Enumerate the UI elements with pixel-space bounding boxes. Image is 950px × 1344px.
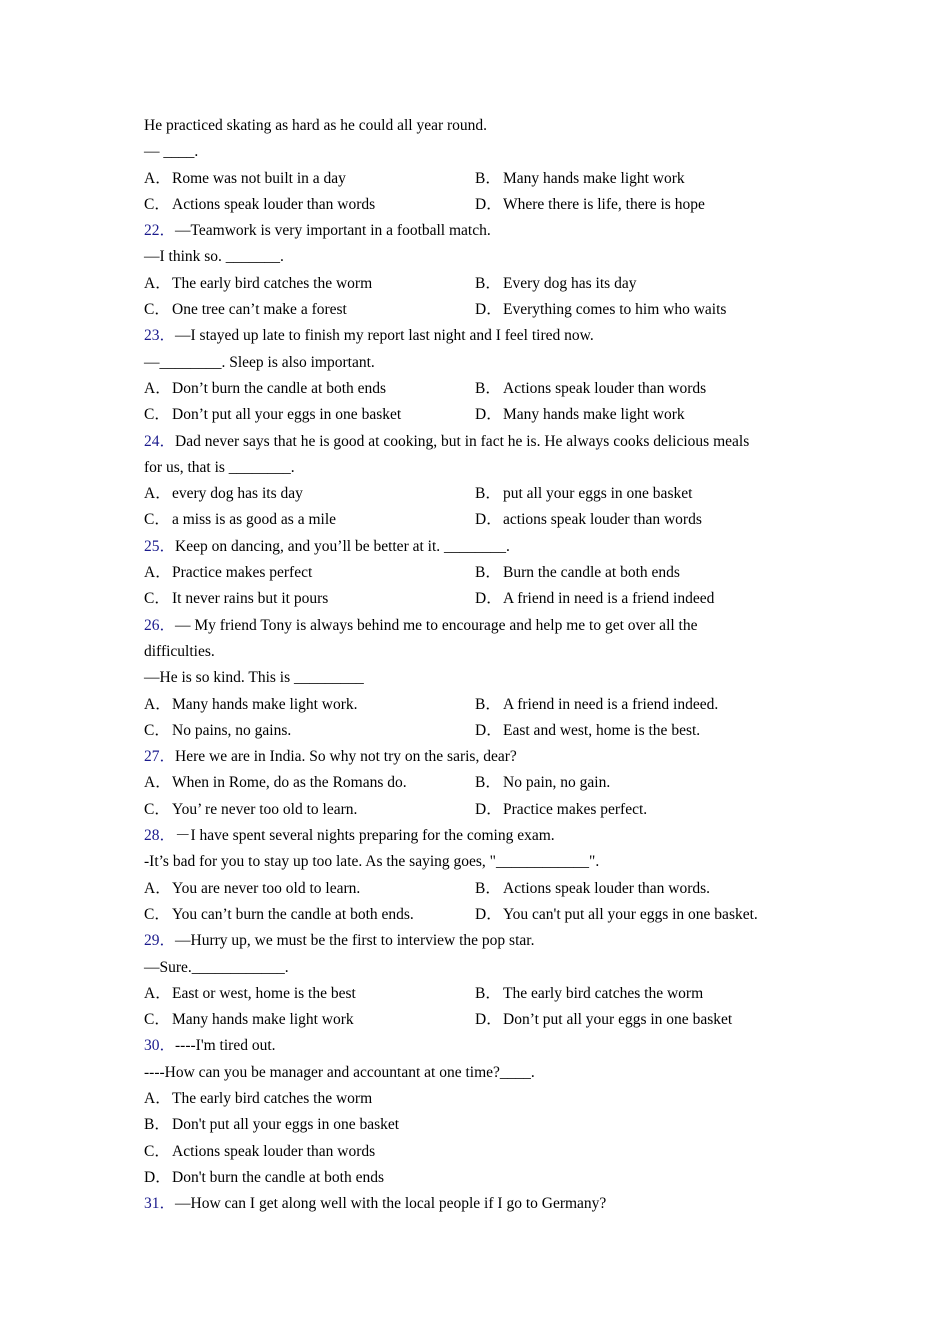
question-22: [144, 218, 814, 323]
option-d[interactable]: D．Many hands make light work: [475, 406, 685, 424]
options-row: [144, 770, 814, 796]
question-text: －I have spent several nights preparing for the coming exam.: [175, 827, 555, 845]
question-text: ----I'm tired out.: [175, 1037, 276, 1055]
option-a[interactable]: A．The early bird catches the worm: [144, 1089, 373, 1107]
question-text: for us, that is ________.: [144, 458, 295, 476]
question-text: —Sure.____________.: [144, 958, 289, 976]
question-text: difficulties.: [144, 642, 215, 660]
option-d[interactable]: D．Don't burn the candle at both ends: [144, 1168, 384, 1186]
question-26: [144, 613, 814, 744]
options-row: [144, 718, 814, 744]
options-row: [144, 481, 814, 507]
question-text: —Teamwork is very important in a football match.: [175, 222, 491, 240]
question-number: 25．: [144, 537, 176, 555]
option-b[interactable]: B． Don't put all your eggs in one basket: [144, 1116, 400, 1134]
question-30: [144, 1033, 814, 1191]
option-a[interactable]: A．East or west, home is the best: [144, 984, 356, 1002]
question-31: [144, 1191, 814, 1217]
option-b[interactable]: B． Actions speak louder than words.: [475, 879, 711, 897]
option-b[interactable]: B． A friend in need is a friend indeed.: [475, 695, 719, 713]
question-number: 27．: [144, 748, 176, 766]
options-row: [144, 586, 814, 612]
question-number: 24．: [144, 432, 176, 450]
question-text: —I think so. _______.: [144, 248, 284, 266]
options-row: [144, 507, 814, 533]
option-c[interactable]: C． Many hands make light work: [144, 1011, 354, 1029]
option-d[interactable]: D．You can't put all your eggs in one basket.: [475, 905, 758, 923]
options-row: [144, 271, 814, 297]
options-row: [144, 402, 814, 428]
question-text: — ____.: [144, 143, 199, 161]
option-b[interactable]: B． Many hands make light work: [475, 169, 685, 187]
options-row: [144, 192, 814, 218]
question-28: [144, 823, 814, 928]
option-b[interactable]: B． Actions speak louder than words: [475, 379, 707, 397]
question-number: 23．: [144, 327, 176, 345]
question-number: 28．: [144, 827, 176, 845]
question-text: He practiced skating as hard as he could all year round.: [144, 117, 488, 134]
option-c[interactable]: C． a miss is as good as a mile: [144, 511, 337, 529]
options-row: [144, 981, 814, 1007]
option-a[interactable]: A．You are never too old to learn.: [144, 879, 361, 897]
options-row: [144, 902, 814, 928]
option-a[interactable]: A．Practice makes perfect: [144, 564, 313, 582]
question-number: 31．: [144, 1195, 176, 1213]
question-number: 26．: [144, 616, 176, 634]
options-column: [144, 1086, 814, 1191]
option-c[interactable]: C． One tree can’t make a forest: [144, 301, 347, 319]
option-d[interactable]: D．Practice makes perfect.: [475, 800, 648, 818]
question-27: [144, 744, 814, 823]
option-c[interactable]: C． Actions speak louder than words: [144, 1142, 376, 1160]
option-a[interactable]: A．Don’t burn the candle at both ends: [144, 379, 387, 397]
question-text: —Hurry up, we must be the first to interview the pop star.: [175, 932, 535, 950]
question-text: Keep on dancing, and you’ll be better at it. ________.: [175, 537, 510, 555]
option-d[interactable]: D．actions speak louder than words: [475, 511, 702, 529]
question-21-fragment: [144, 113, 814, 218]
option-a[interactable]: A．The early bird catches the worm: [144, 274, 373, 292]
question-29: [144, 928, 814, 1033]
question-23: [144, 323, 814, 428]
question-24: [144, 429, 814, 534]
option-d[interactable]: D．Where there is life, there is hope: [475, 195, 705, 213]
option-a[interactable]: A．Rome was not built in a day: [144, 169, 346, 187]
options-row: [144, 876, 814, 902]
option-a[interactable]: A．When in Rome, do as the Romans do.: [144, 774, 407, 792]
options-row: [144, 376, 814, 402]
options-row: [144, 166, 814, 192]
option-a[interactable]: A．every dog has its day: [144, 485, 303, 503]
option-d[interactable]: D．East and west, home is the best.: [475, 721, 701, 739]
options-row: [144, 1007, 814, 1033]
option-c[interactable]: C． Actions speak louder than words: [144, 195, 376, 213]
option-b[interactable]: B． No pain, no gain.: [475, 774, 611, 792]
question-25: [144, 534, 814, 613]
option-c[interactable]: C． You can’t burn the candle at both ends.: [144, 905, 414, 923]
option-b[interactable]: B． Every dog has its day: [475, 274, 637, 292]
question-text: -It’s bad for you to stay up too late. As the saying goes, "____________".: [144, 853, 600, 871]
options-row: [144, 297, 814, 323]
option-c[interactable]: C． You’ re never too old to learn.: [144, 800, 358, 818]
options-row: [144, 560, 814, 586]
options-row: [144, 797, 814, 823]
option-c[interactable]: C． No pains, no gains.: [144, 721, 292, 739]
question-text: Here we are in India. So why not try on the saris, dear?: [175, 748, 517, 766]
document-page: [144, 113, 814, 1217]
question-text: —________. Sleep is also important.: [144, 353, 375, 371]
question-number: 29．: [144, 932, 176, 950]
question-text: — My friend Tony is always behind me to encourage and help me to get over all the: [175, 616, 698, 634]
question-number: 30．: [144, 1037, 176, 1055]
option-c[interactable]: C． Don’t put all your eggs in one basket: [144, 406, 402, 424]
question-text: —I stayed up late to finish my report last night and I feel tired now.: [175, 327, 594, 345]
option-b[interactable]: B． Burn the candle at both ends: [475, 564, 680, 582]
question-number: 22．: [144, 222, 176, 240]
option-c[interactable]: C． It never rains but it pours: [144, 590, 329, 608]
options-row: [144, 692, 814, 718]
option-b[interactable]: B． put all your eggs in one basket: [475, 485, 693, 503]
option-a[interactable]: A．Many hands make light work.: [144, 695, 358, 713]
question-text: ----How can you be manager and accountant at one time?____.: [144, 1063, 535, 1081]
question-text: Dad never says that he is good at cooking, but in fact he is. He always cooks delicious meals: [175, 432, 750, 450]
option-d[interactable]: D．A friend in need is a friend indeed: [475, 590, 715, 608]
option-b[interactable]: B． The early bird catches the worm: [475, 984, 704, 1002]
question-text: —He is so kind. This is _________: [144, 669, 364, 687]
option-d[interactable]: D．Don’t put all your eggs in one basket: [475, 1011, 733, 1029]
option-d[interactable]: D．Everything comes to him who waits: [475, 301, 727, 319]
question-text: —How can I get along well with the local people if I go to Germany?: [175, 1195, 607, 1213]
